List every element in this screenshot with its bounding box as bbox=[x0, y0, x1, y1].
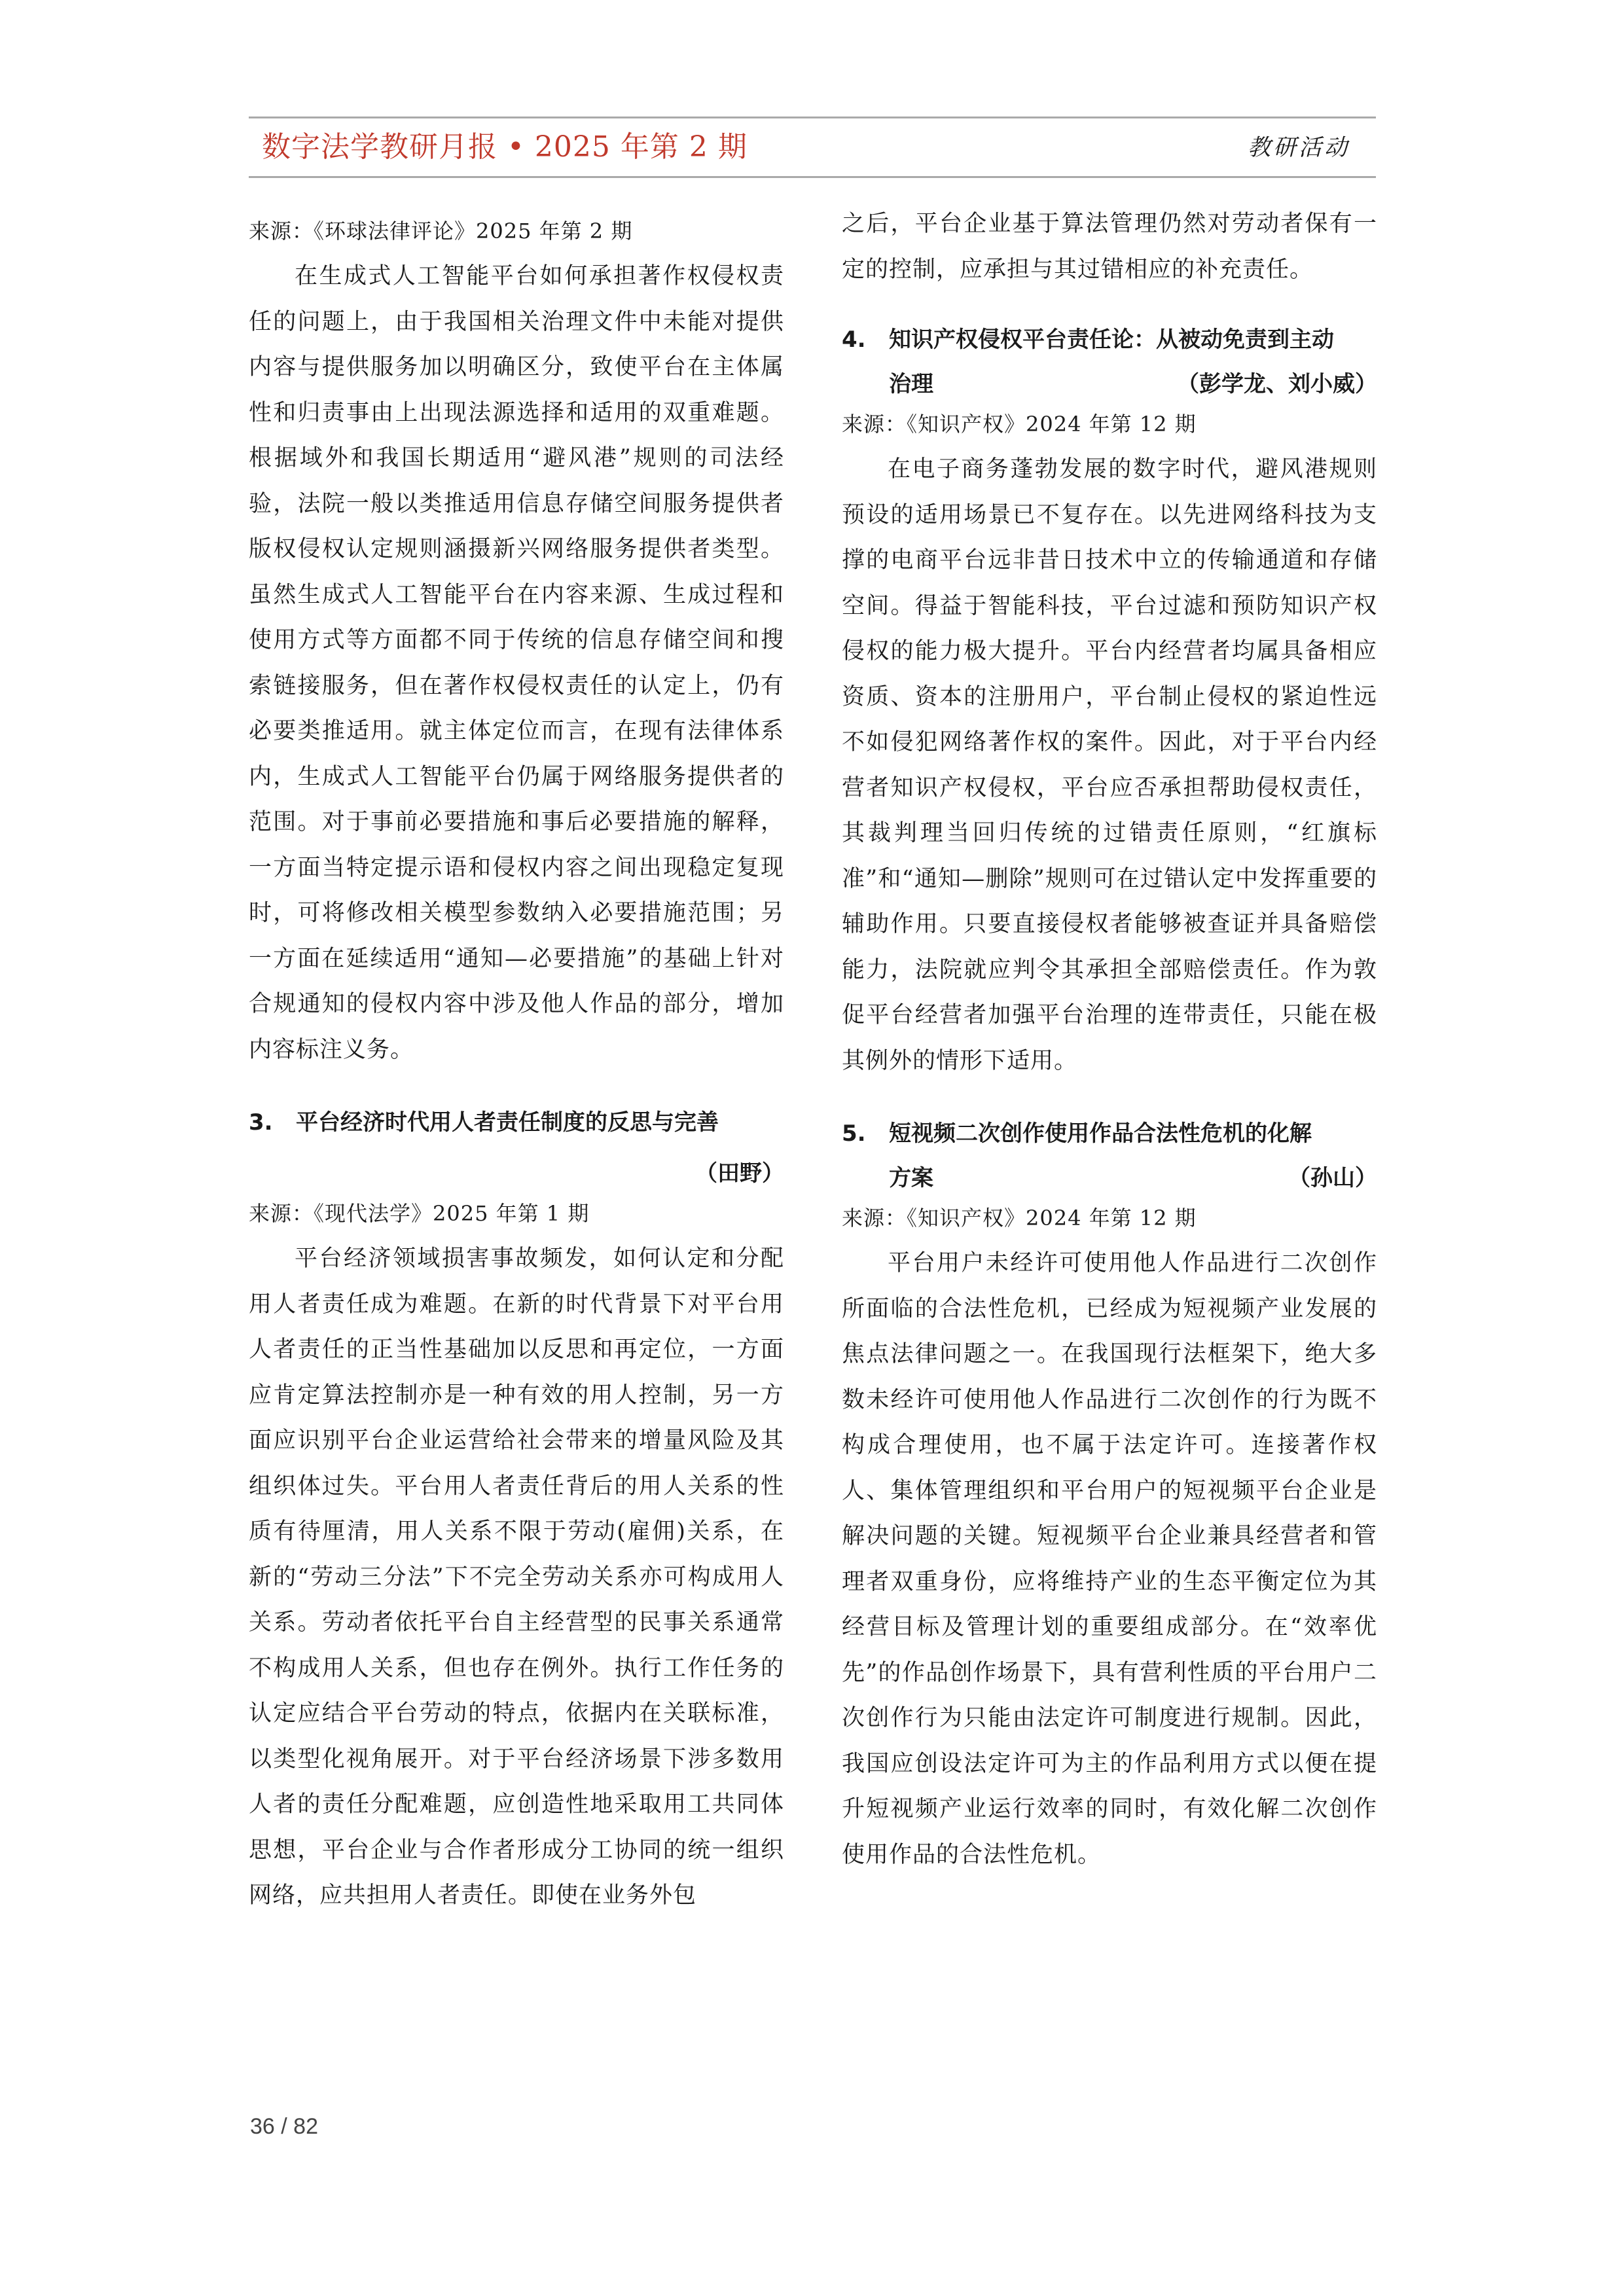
journal-title: 数字法学教研月报 • 2025 年第 2 期 bbox=[262, 130, 748, 164]
article-3-number: 3. bbox=[249, 1109, 273, 1136]
article-5-authors: （孙山） bbox=[1288, 1165, 1377, 1191]
article-2-source: 来源：《环球法律评论》2025 年第 2 期 bbox=[249, 219, 633, 243]
right-column bbox=[842, 211, 1377, 1878]
article-2-abstract: 在生成式人工智能平台如何承担著作权侵权责任的问题上，由于我国相关治理文件中未能对提供内容与提供服务加以明确区分，致使平台在主体属性和归责事由上出现法源选择和适用的双重难题。根据域外和我国长期适用“避风港”规则的司法经验，法院一般以类推适用信息存储空间服务提供者版权侵权认定规则涵摄新兴网络服务提供者类型。虽然生成式人工智能平台在内容来源、生成过程和使用方式等方面都不同于传统的信息存储空间和搜索链接服务，但在著作权侵权责任的认定上，仍有必要类推适用。就主体定位而言，在现有法律体系内，生成式人工智能平台仍属于网络服务提供者的范围。对于事前必要措施和事后必要措施的解释，一方面当特定提示语和侵权内容之间出现稳定复现时，可将修改相关模型参数纳入必要措施范围；另一方面在延续适用“通知—必要措施”的基础上针对合规通知的侵权内容中涉及他人作品的部分，增加内容标注义务。 bbox=[249, 263, 784, 1063]
article-3-authors: （田野） bbox=[695, 1160, 784, 1187]
article-4-title-line-2: 治理 bbox=[889, 371, 933, 397]
section-label: 教研活动 bbox=[1247, 135, 1350, 161]
article-4-authors: （彭学龙、刘小威） bbox=[1177, 371, 1377, 397]
article-3-source: 来源：《现代法学》2025 年第 1 期 bbox=[249, 1201, 590, 1226]
article-5-abstract: 平台用户未经许可使用他人作品进行二次创作所面临的合法性危机，已经成为短视频产业发展的焦点法律问题之一。在我国现行法框架下，绝大多数未经许可使用他人作品进行二次创作的行为既不构成合理使用，也不属于法定许可。连接著作权人、集体管理组织和平台用户的短视频平台企业是解决问题的关键。短视频平台企业兼具经营者和管理者双重身份，应将维持产业的生态平衡定位为其经营目标及管理计划的重要组成部分。在“效率优先”的作品创作场景下，具有营利性质的平台用户二次创作行为只能由法定许可制度进行规制。因此，我国应创设法定许可为主的作品利用方式以便在提升短视频产业运行效率的同时，有效化解二次创作使用作品的合法性危机。 bbox=[842, 1250, 1377, 1868]
page-number: 36 / 82 bbox=[250, 2114, 318, 2139]
article-4-heading bbox=[842, 317, 1377, 362]
article-3-abstract: 平台经济领域损害事故频发，如何认定和分配用人者责任成为难题。在新的时代背景下对平台用人者责任的正当性基础加以反思和再定位，一方面应肯定算法控制亦是一种有效的用人控制，另一方面应识别平台企业运营给社会带来的增量风险及其组织体过失。平台用人者责任背后的用人关系的性质有待厘清，用人关系不限于劳动(雇佣)关系，在新的“劳动三分法”下不完全劳动关系亦可构成用人关系。劳动者依托平台自主经营型的民事关系通常不构成用人关系，但也存在例外。执行工作任务的认定应结合平台劳动的特点，依据内在关联标准，以类型化视角展开。对于平台经济场景下涉多数用人者的责任分配难题，应创造性地采取用工共同体思想，平台企业与合作者形成分工协同的统一组织网络，应共担用人者责任。即使在业务外包 bbox=[249, 1246, 784, 1909]
article-3-abstract-continued: 之后，平台企业基于算法管理仍然对劳动者保有一定的控制，应承担与其过错相应的补充责任。 bbox=[842, 211, 1377, 283]
article-4-heading-line-2 bbox=[842, 362, 1377, 406]
article-5-number: 5. bbox=[842, 1121, 866, 1147]
article-5-heading-line-2 bbox=[842, 1156, 1377, 1200]
article-4-title-line-1: 知识产权侵权平台责任论：从被动免责到主动 bbox=[889, 327, 1334, 353]
article-5-title-line-1: 短视频二次创作使用作品合法性危机的化解 bbox=[889, 1121, 1312, 1147]
article-3-heading bbox=[249, 1100, 784, 1145]
page-header bbox=[249, 117, 1376, 178]
article-4-source: 来源：《知识产权》2024 年第 12 期 bbox=[842, 412, 1197, 437]
article-3-title: 平台经济时代用人者责任制度的反思与完善 bbox=[296, 1109, 719, 1136]
article-4-abstract: 在电子商务蓬勃发展的数字时代，避风港规则预设的适用场景已不复存在。以先进网络科技为支撑的电商平台远非昔日技术中立的传输通道和存储空间。得益于智能科技，平台过滤和预防知识产权侵权的能力极大提升。平台内经营者均属具备相应资质、资本的注册用户，平台制止侵权的紧迫性远不如侵犯网络著作权的案件。因此，对于平台内经营者知识产权侵权，平台应否承担帮助侵权责任，其裁判理当回归传统的过错责任原则，“红旗标准”和“通知—删除”规则可在过错认定中发挥重要的辅助作用。只要直接侵权者能够被查证并具备赔偿能力，法院就应判令其承担全部赔偿责任。作为敦促平台经营者加强平台治理的连带责任，只能在极其例外的情形下适用。 bbox=[842, 456, 1377, 1074]
article-5-title-line-2: 方案 bbox=[889, 1165, 933, 1191]
article-5-heading bbox=[842, 1111, 1377, 1156]
left-column bbox=[249, 216, 784, 1919]
article-4-number: 4. bbox=[842, 327, 866, 353]
article-5-source: 来源：《知识产权》2024 年第 12 期 bbox=[842, 1206, 1197, 1230]
